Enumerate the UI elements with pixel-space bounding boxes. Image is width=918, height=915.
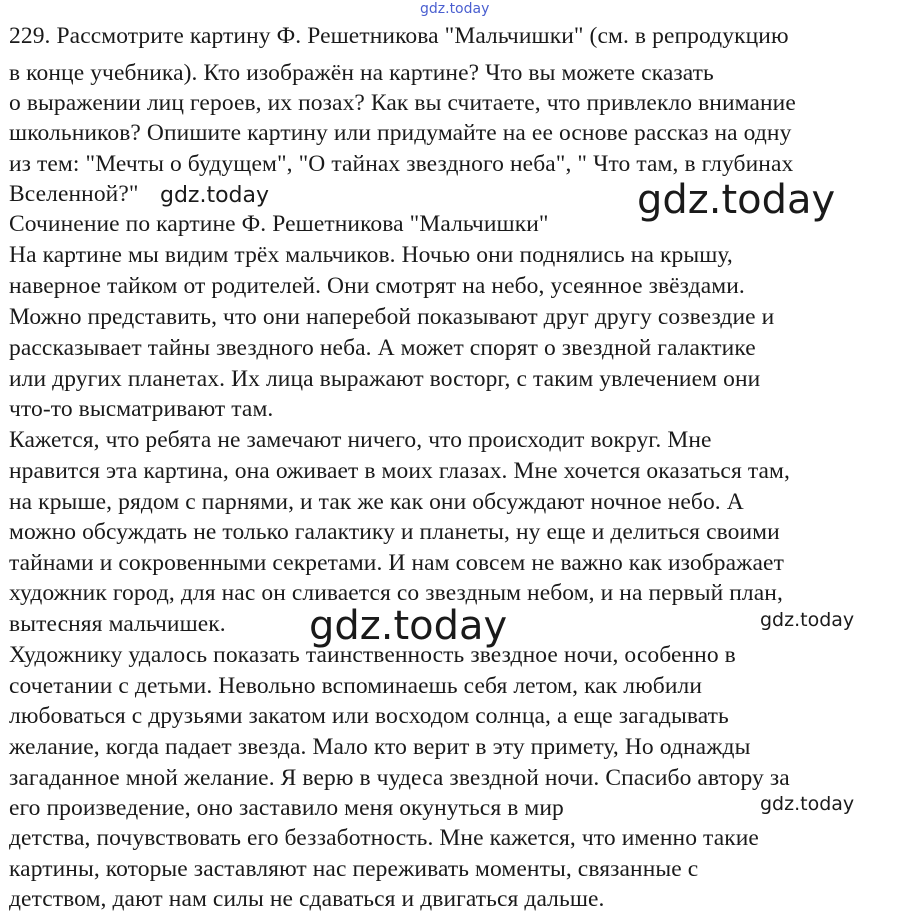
essay-line: Можно представить, что они наперебой показывают друг другу созвездие и [9, 304, 775, 330]
essay-line: что-то высматривают там. [9, 396, 274, 422]
essay-line: вытесняя мальчишек. [9, 611, 226, 637]
essay-line: можно обсуждать не только галактику и планеты, ну еще и делиться своими [9, 519, 780, 545]
top-watermark: gdz.today [420, 1, 490, 17]
essay-line: сочетании с детьми. Невольно вспоминаешь себя летом, как любили [9, 673, 702, 699]
essay-line: Художнику удалось показать таинственность звездное ночи, особенно в [9, 642, 736, 668]
essay-line: художник город, для нас он сливается со звездным небом, и на первый план, [9, 580, 783, 606]
watermark-small: gdz.today [760, 609, 855, 631]
essay-title: Сочинение по картине Ф. Решетникова "Мальчишки" [9, 211, 549, 237]
essay-line: его произведение, оно заставило меня окунуться в мир [9, 795, 564, 821]
essay-line: детством, дают нам силы не сдаваться и двигаться дальше. [9, 886, 605, 912]
task-line: в конце учебника). Кто изображён на картине? Что вы можете сказать [9, 60, 714, 86]
watermark-small: gdz.today [760, 793, 855, 815]
task-line: о выражении лиц героев, их позах? Как вы считаете, что привлекло внимание [9, 90, 796, 116]
essay-line: тайнами и сокровенными секретами. И нам совсем не важно как изображает [9, 550, 784, 576]
essay-line: или других планетах. Их лица выражают восторг, с таким увлечением они [9, 366, 761, 392]
task-line: 229. Рассмотрите картину Ф. Решетникова "Мальчишки" (см. в репродукцию [9, 23, 789, 49]
watermark-small: gdz.today [160, 183, 270, 208]
essay-line: на крыше, рядом с парнями, и так же как они обсуждают ночное небо. А [9, 489, 744, 515]
essay-line: желание, когда падает звезда. Мало кто верит в эту примету, Но однажды [9, 734, 751, 760]
essay-line: нравится эта картина, она оживает в моих глазах. Мне хочется оказаться там, [9, 458, 790, 484]
essay-line: На картине мы видим трёх мальчиков. Ночью они поднялись на крышу, [9, 242, 733, 268]
essay-line: загаданное мной желание. Я верю в чудеса звездной ночи. Спасибо автору за [9, 765, 790, 791]
essay-line: Кажется, что ребята не замечают ничего, что происходит вокруг. Мне [9, 427, 712, 453]
essay-line: рассказывает тайны звездного неба. А может спорят о звездной галактике [9, 335, 756, 361]
watermark-large: gdz.today [309, 603, 508, 649]
task-line: Вселенной?" [9, 181, 139, 207]
watermark-large: gdz.today [637, 177, 836, 223]
essay-line: наверное тайком от родителей. Они смотрят на небо, усеянное звёздами. [9, 273, 745, 299]
essay-line: любоваться с друзьями закатом или восходом солнца, а еще загадывать [9, 703, 729, 729]
essay-line: картины, которые заставляют нас переживать моменты, связанные с [9, 856, 699, 882]
essay-line: детства, почувствовать его беззаботность. Мне кажется, что именно такие [9, 825, 759, 851]
task-line: из тем: "Мечты о будущем", "О тайнах звездного неба", " Что там, в глубинах [9, 151, 794, 177]
task-line: школьников? Опишите картину или придумайте на ее основе рассказ на одну [9, 120, 792, 146]
